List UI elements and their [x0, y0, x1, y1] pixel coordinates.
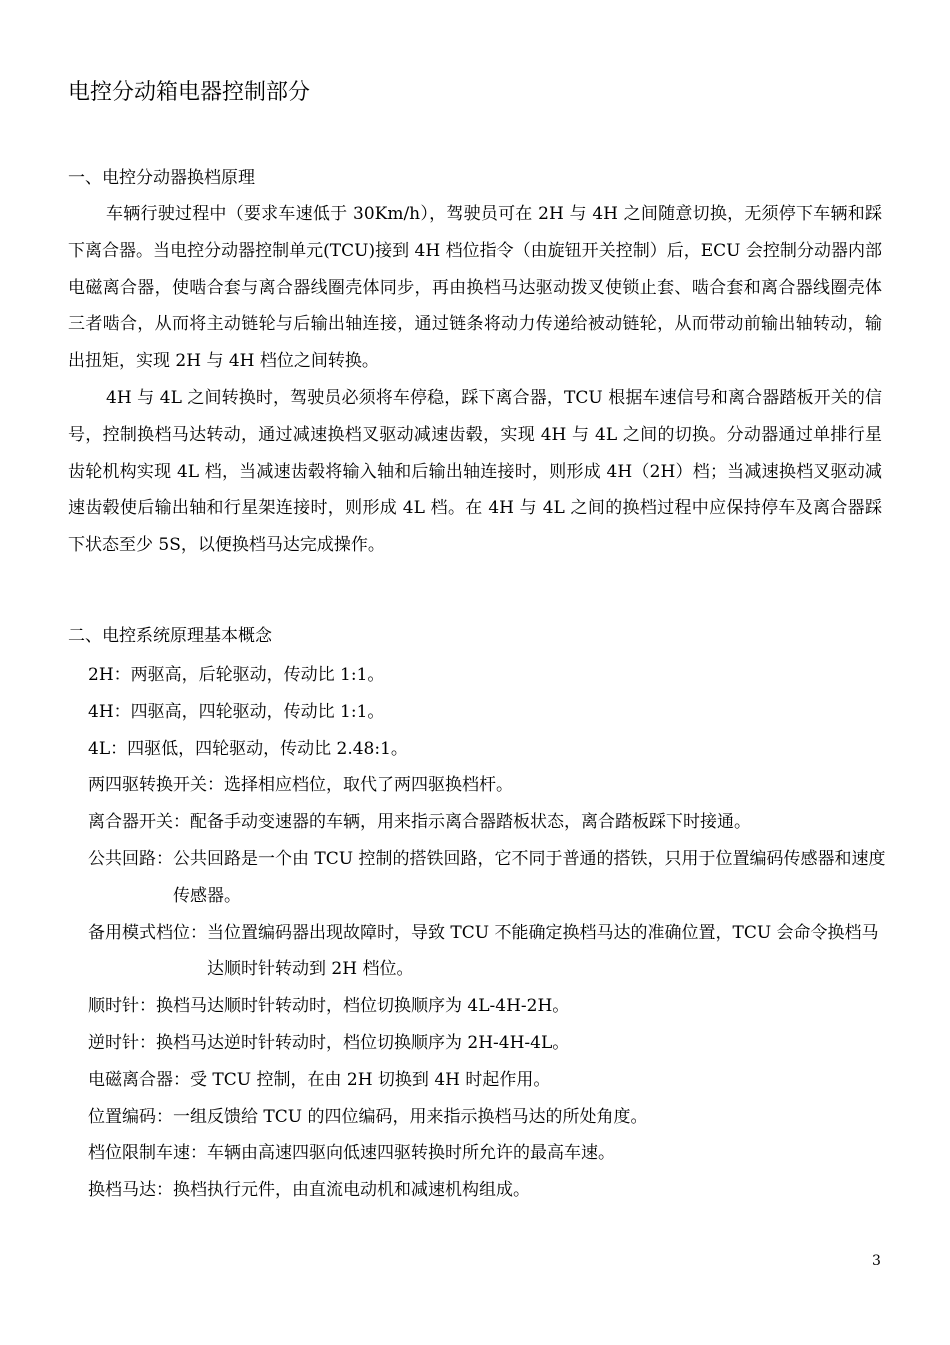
section-2-heading: 二、电控系统原理基本概念 — [68, 626, 272, 646]
definition-description: 受 TCU 控制，在由 2H 切换到 4H 时起作用。 — [190, 1069, 551, 1090]
definition-description: 选择相应档位，取代了两四驱换档杆。 — [224, 775, 513, 796]
definition-term: 电磁离合器： — [88, 1069, 190, 1090]
definition-description: 配备手动变速器的车辆，用来指示离合器踏板状态，离合踏板踩下时接通。 — [190, 812, 751, 833]
definition-term: 换档马达： — [88, 1180, 173, 1201]
definition-item-electromagnetic-clutch — [88, 1062, 888, 1099]
definition-description: 换档马达顺时针转动时，档位切换顺序为 4L-4H-2H。 — [156, 996, 570, 1017]
definition-item-mode-switch — [88, 767, 888, 804]
definition-item-common-circuit — [88, 841, 888, 915]
definition-description: 换档执行元件，由直流电动机和减速机构组成。 — [173, 1180, 530, 1201]
definition-term: 2H： — [88, 665, 131, 685]
definition-term: 备用模式档位： — [88, 922, 207, 943]
definition-item-shift-motor — [88, 1172, 888, 1209]
definition-item-4l — [88, 731, 888, 768]
document-title: 电控分动箱电器控制部分 — [68, 80, 311, 105]
definition-term: 档位限制车速： — [88, 1143, 207, 1164]
definition-item-speed-limit — [88, 1135, 888, 1172]
definition-term: 位置编码： — [88, 1106, 173, 1127]
definition-item-2h — [88, 657, 888, 694]
definition-item-counterclockwise — [88, 1025, 888, 1062]
definition-item-position-code — [88, 1099, 888, 1136]
definition-description: 公共回路是一个由 TCU 控制的搭铁回路，它不同于普通的搭铁，只用于位置编码传感器和速度传感器。 — [173, 848, 886, 906]
definition-term: 离合器开关： — [88, 812, 190, 833]
definition-term: 公共回路： — [88, 848, 173, 869]
definition-description: 四驱高，四轮驱动，传动比 1:1。 — [130, 701, 385, 722]
section-1-paragraph-2: 4H 与 4L 之间转换时，驾驶员必须将车停稳，踩下离合器，TCU 根据车速信号和离合器踏板开关的信号，控制换档马达转动，通过减速换档叉驱动减速齿毂，实现 4H 与 4L 之间的切换。分动器通过单排行星齿轮机构实现 4L 档，当减速齿毂将输入轴和后输出轴连接时，则形成 4H（2H）档；当减速换档叉驱动减速齿毂使后输出轴和行星架连接时，则形成 4L 档。在 4H 与 4L 之间的换档过程中应保持停车及离合器踩下状态至少 5S，以便换档马达完成操作。 — [68, 388, 882, 556]
definition-description: 两驱高，后轮驱动，传动比 1:1。 — [130, 665, 385, 685]
definition-list — [88, 657, 888, 1209]
definition-term: 4L： — [88, 738, 128, 759]
section-1-paragraph-1: 车辆行驶过程中（要求车速低于 30Km/h），驾驶员可在 2H 与 4H 之间随意切换，无须停下车辆和踩下离合器。当电控分动器控制单元(TCU)接到 4H 档位指令（由旋钮开关控制）后，ECU 会控制分动器内部电磁离合器，使啮合套与离合器线圈壳体同步，再由换档马达驱动拨叉使锁止套、啮合套和离合器线圈壳体三者啮合，从而将主动链轮与后输出轴连接，通过链条将动力传递给被动链轮，从而带动前输出轴转动，输出扭矩，实现 2H 与 4H 档位之间转换。 — [68, 204, 882, 372]
definition-term: 逆时针： — [88, 1032, 156, 1053]
definition-description: 一组反馈给 TCU 的四位编码，用来指示换档马达的所处角度。 — [173, 1106, 648, 1127]
definition-item-backup-mode — [88, 915, 888, 989]
definition-description: 当位置编码器出现故障时，导致 TCU 不能确定换档马达的准确位置，TCU 会命令换档马达顺时针转动到 2H 档位。 — [207, 922, 879, 980]
page-number: 3 — [872, 1253, 881, 1269]
definition-description: 四驱低，四轮驱动，传动比 2.48:1。 — [127, 738, 408, 759]
definition-description: 换档马达逆时针转动时，档位切换顺序为 2H-4H-4L。 — [156, 1032, 570, 1053]
definition-term: 4H： — [88, 701, 131, 722]
section-1-heading: 一、电控分动器换档原理 — [68, 168, 255, 188]
definition-description: 车辆由高速四驱向低速四驱转换时所允许的最高车速。 — [207, 1143, 615, 1164]
definition-term: 顺时针： — [88, 996, 156, 1017]
definition-item-clutch-switch — [88, 804, 888, 841]
definition-item-clockwise — [88, 988, 888, 1025]
definition-item-4h — [88, 694, 888, 731]
definition-term: 两四驱转换开关： — [88, 775, 224, 796]
